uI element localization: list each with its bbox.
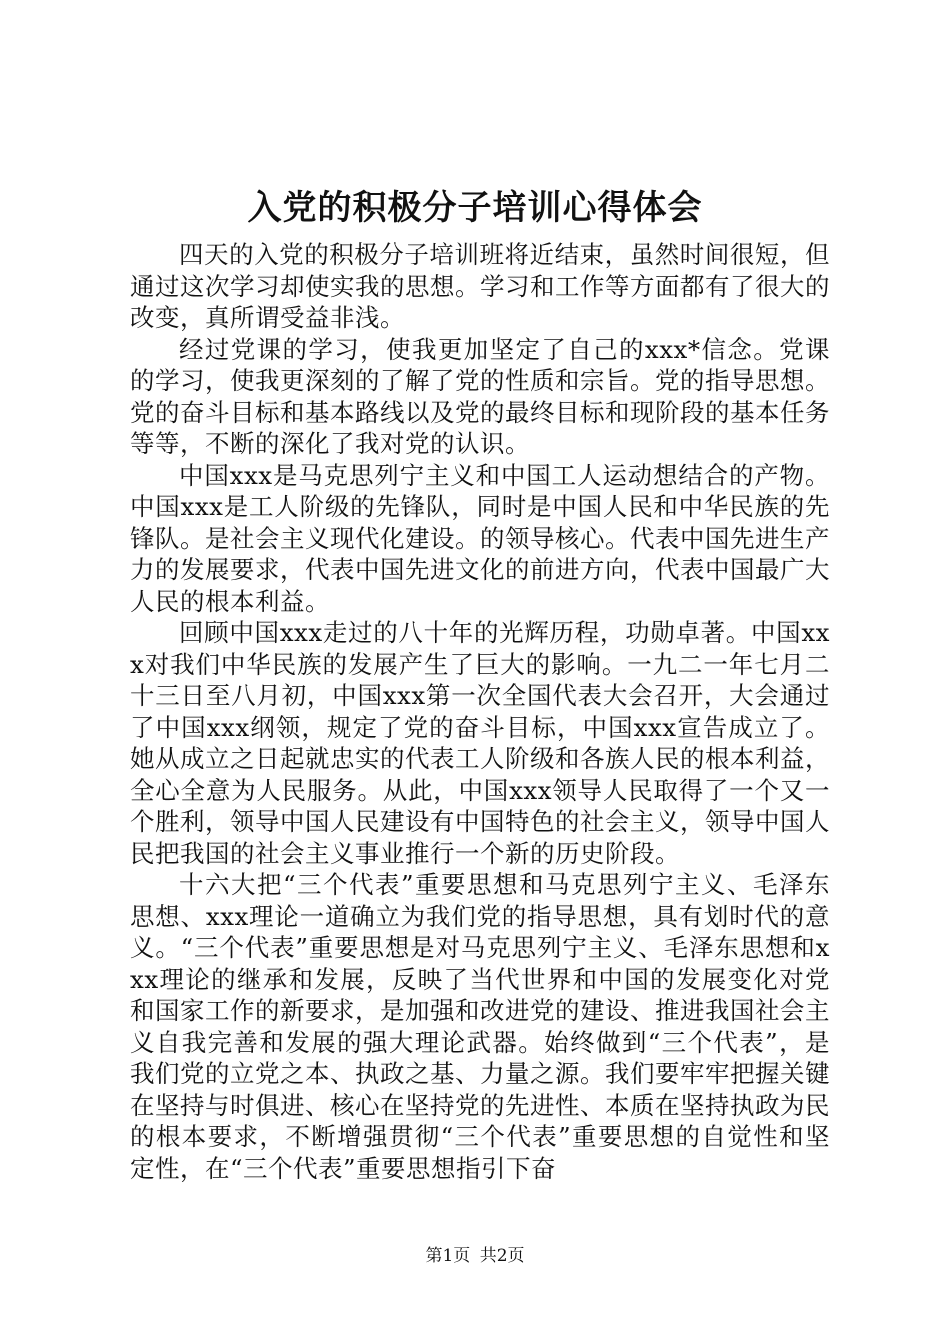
paragraph-1: 四天的入党的积极分子培训班将近结束，虽然时间很短，但通过这次学习却使实我的思想。学习和工作等方面都有了很大的改变，真所谓受益非浅。: [130, 240, 830, 332]
paragraph-5: 十六大把“三个代表”重要思想和马克思列宁主义、毛泽东思想、xxx理论一道确立为我们党的指导思想，具有划时代的意义。“三个代表”重要思想是对马克思列宁主义、毛泽东思想和xxx理论的继承和发展，反映了当代世界和中国的发展变化对党和国家工作的新要求，是加强和改进党的建设、推进我国社会主义自我完善和发展的强大理论武器。始终做到“三个代表”，是我们党的立党之本、执政之基、力量之源。我们要牢牢把握关键在坚持与时俱进、核心在坚持党的先进性、本质在坚持执政为民的根本要求，不断增强贯彻“三个代表”重要思想的自觉性和坚定性，在“三个代表”重要思想指引下奋: [130, 870, 830, 1183]
paragraph-4: 回顾中国xxx走过的八十年的光辉历程，功勋卓著。中国xxx对我们中华民族的发展产生了巨大的影响。一九二一年七月二十三日至八月初，中国xxx第一次全国代表大会召开，大会通过了中国xxx纲领，规定了党的奋斗目标，中国xxx宣告成立了。她从成立之日起就忠实的代表工人阶级和各族人民的根本利益，全心全意为人民服务。从此，中国xxx领导人民取得了一个又一个胜利，领导中国人民建设有中国特色的社会主义，领导中国人民把我国的社会主义事业推行一个新的历史阶段。: [130, 618, 830, 868]
paragraph-2: 经过党课的学习，使我更加坚定了自己的xxx*信念。党课的学习，使我更深刻的了解了党的性质和宗旨。党的指导思想。党的奋斗目标和基本路线以及党的最终目标和现阶段的基本任务等等，不断的深化了我对党的认识。: [130, 334, 830, 458]
page-footer: [0, 1244, 950, 1268]
page-total: 共2页: [479, 1246, 525, 1266]
paragraph-3: 中国xxx是马克思列宁主义和中国工人运动想结合的产物。中国xxx是工人阶级的先锋队，同时是中国人民和中华民族的先锋队。是社会主义现代化建设。的领导核心。代表中国先进生产力的发展要求，代表中国先进文化的前进方向，代表中国最广大人民的根本利益。: [130, 460, 830, 616]
document-body: [130, 239, 830, 1184]
document-title: 入党的积极分子培训心得体会: [247, 188, 703, 228]
page-number: 第1页: [425, 1246, 471, 1266]
